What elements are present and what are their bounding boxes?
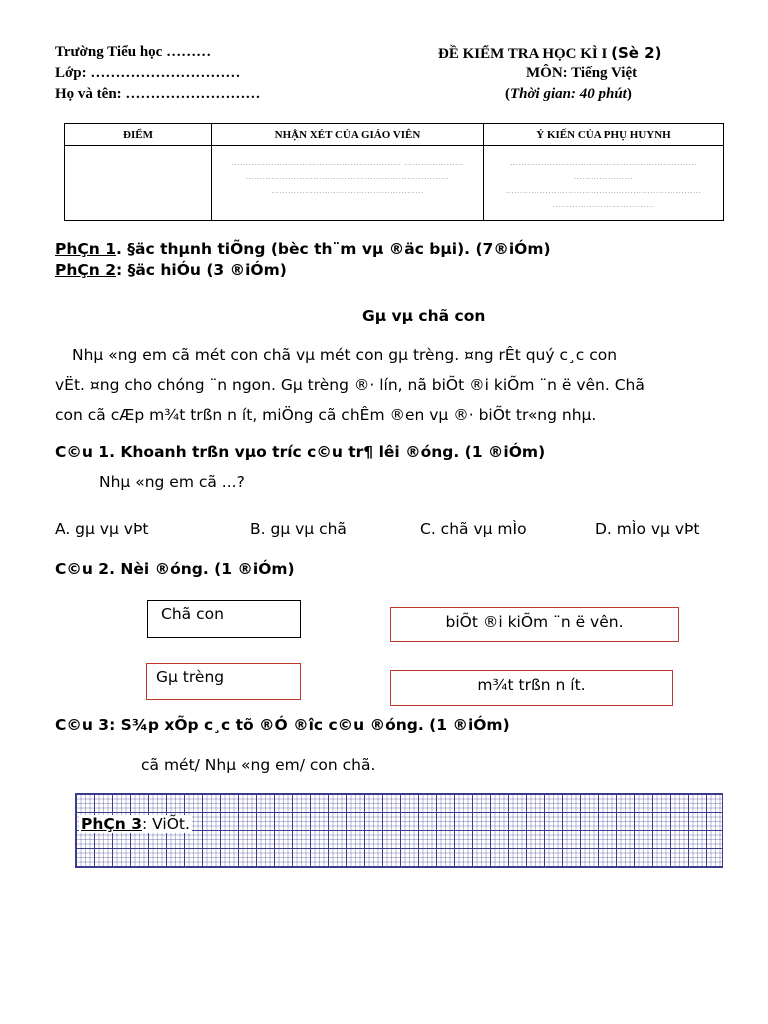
time-close: ) (626, 86, 632, 102)
parent-opinion-header: Ý KIẾN CỦA PHỤ HUYNH (484, 124, 724, 146)
subject-line: MÔN: Tiếng Việt (526, 65, 638, 81)
part3-heading (79, 815, 192, 833)
score-header: ĐIỂM (65, 124, 212, 146)
part2-label: PhÇn 2 (55, 261, 116, 279)
story-line-1: Nhµ «ng em cã mét con chã vµ mét con gµ trèng. ¤ng rÊt quý c¸c con (72, 346, 618, 364)
student-name-line: Họ và tên: ……………………… (55, 86, 261, 102)
q2-title: C©u 2. Nèi ®óng. (1 ®iÓm) (55, 560, 295, 578)
q1-option-c[interactable]: C. chã vµ mÌo (420, 520, 527, 538)
q1-stem: Nhµ «ng em cã ...? (99, 473, 245, 491)
story-line-2: vËt. ¤ng cho chóng ¨n ngon. Gµ trèng ®· lín, nã biÕt ®i kiÕm ¨n ë vên. Chã (55, 376, 645, 394)
exam-title (438, 44, 661, 63)
teacher-comment-header: NHẬN XÉT CỦA GIÁO VIÊN (212, 124, 484, 146)
q2-right-box-2[interactable]: m¾t trßn n ít. (390, 670, 673, 706)
q1-option-b[interactable]: B. gµ vµ chã (250, 520, 347, 538)
time-text: Thời gian: 40 phút (510, 86, 627, 102)
exam-title-main: ĐỀ KIỂM TRA HỌC KÌ I (438, 46, 612, 62)
school-line: Trường Tiểu học ……… (55, 44, 212, 60)
part1-label: PhÇn 1 (55, 240, 116, 258)
q2-left-box-1[interactable]: Chã con (147, 600, 301, 638)
exam-number: (Sè 2) (611, 44, 662, 62)
teacher-comment-dots: …………………………………………………… ………………… ……………………………………………………………… ……………………………………………… (231, 158, 464, 195)
q3-words: cã mét/ Nhµ «ng em/ con chã. (141, 756, 376, 774)
part1-text: . §äc thµnh tiÕng (bèc th¨m vµ ®äc bµi). (7®iÓm) (116, 240, 551, 258)
time-open: ( (505, 86, 510, 102)
q2-left-box-2[interactable]: Gµ trèng (146, 663, 301, 700)
story-title: Gµ vµ chã con (362, 307, 486, 325)
score-cell[interactable] (65, 146, 212, 221)
q1-title: C©u 1. Khoanh trßn vµo tríc c©u tr¶ lêi ®óng. (1 ®iÓm) (55, 443, 546, 461)
q1-option-a[interactable]: A. gµ vµ vÞt (55, 520, 149, 538)
part3-text: : ViÕt. (142, 815, 190, 833)
part2-heading (55, 261, 287, 279)
part1-heading (55, 240, 551, 258)
q3-title: C©u 3: S¾p xÕp c¸c tõ ®Ó ®îc c©u ®óng. (1 ®iÓm) (55, 716, 510, 734)
q1-option-d[interactable]: D. mÌo vµ vÞt (595, 520, 700, 538)
evaluation-table (64, 123, 724, 221)
class-line: Lớp: ………………………… (55, 65, 241, 81)
q2-right-box-1[interactable]: biÕt ®i kiÕm ¨n ë vên. (390, 607, 679, 642)
parent-opinion-dots: ………………………………………………………… ………………… …………………………………………………………… ……………………………… (505, 158, 702, 209)
teacher-comment-cell[interactable] (212, 146, 484, 221)
part2-text: : §äc hiÓu (3 ®iÓm) (116, 261, 287, 279)
part3-label: PhÇn 3 (81, 815, 142, 833)
parent-opinion-cell[interactable] (484, 146, 724, 221)
time-line (505, 86, 632, 103)
story-line-3: con cã cÆp m¾t trßn n ít, miÖng cã chÊm ®en vµ ®· biÕt tr«ng nhµ. (55, 406, 597, 424)
